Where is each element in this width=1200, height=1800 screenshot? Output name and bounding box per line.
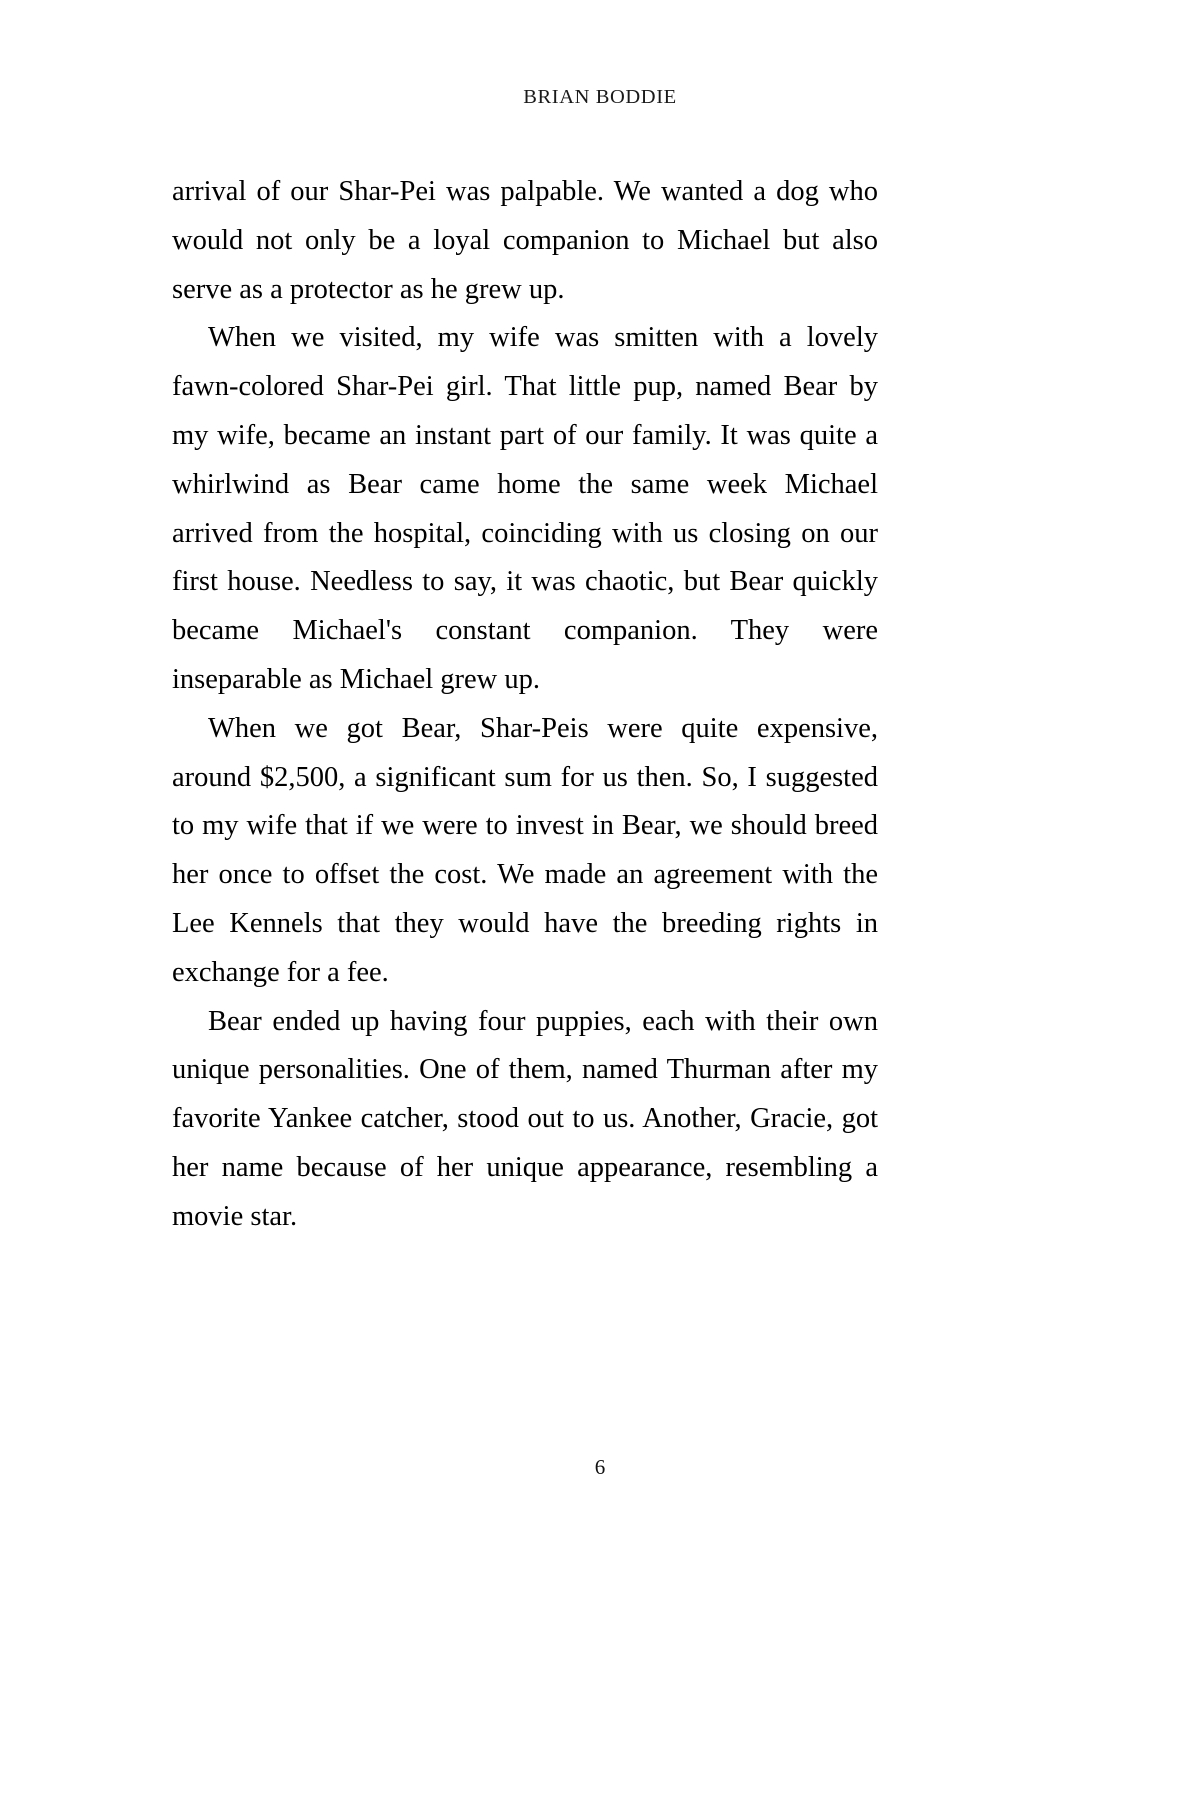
page-number: 6 [594, 1455, 606, 1479]
body-text-block [172, 168, 878, 1242]
running-head: BRIAN BODDIE [523, 86, 677, 108]
paragraph-3: When we got Bear, Shar-Peis were quite expensive, around $2,500, a significant sum for us then. So, I suggested to my wife that if we were to invest in Bear, we should breed her once to offset the cost. We made an agreement with the Lee Kennels that they would have the breeding rights in exchange for a fee. [172, 712, 878, 988]
paragraph-4: Bear ended up having four puppies, each with their own unique personalities. One of them, named Thurman after my favorite Yankee catcher, stood out to us. Another, Gracie, got her name because of her unique appearance, resembling a movie star. [172, 1005, 878, 1232]
paragraph-2: When we visited, my wife was smitten with a lovely fawn-colored Shar-Pei girl. That little pup, named Bear by my wife, became an instant part of our family. It was quite a whirlwind as Bear came home the same week Michael arrived from the hospital, coinciding with us closing on our first house. Needless to say, it was chaotic, but Bear quickly became Michael's constant companion. They were inseparable as Michael grew up. [172, 322, 878, 695]
paragraph-1: arrival of our Shar-Pei was palpable. We wanted a dog who would not only be a loyal companion to Michael but also serve as a protector as he grew up. [172, 176, 878, 305]
